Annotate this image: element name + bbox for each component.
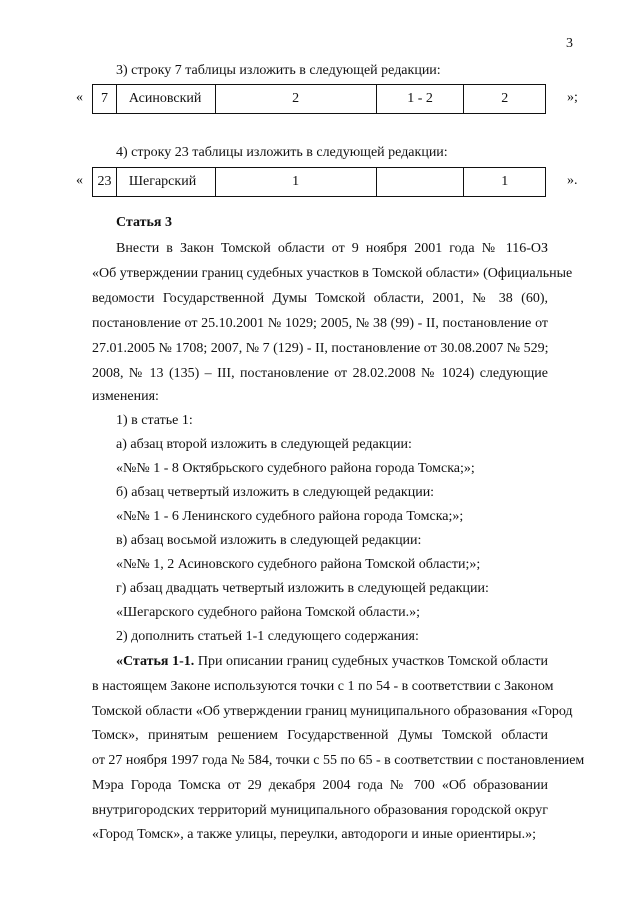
list-item: 2) дополнить статьей 1-1 следующего содержания:	[116, 629, 419, 644]
table	[92, 84, 546, 114]
article3-line: Внести в Закон Томской области от 9 ноября 2001 года № 116-ОЗ	[116, 241, 548, 256]
article11-line: Мэра Города Томска от 29 декабря 2004 года № 700 «Об образовании	[92, 778, 548, 793]
article3-line: ведомости Государственной Думы Томской области, 2001, № 38 (60),	[92, 291, 548, 306]
article11-first-line	[116, 653, 548, 671]
row-number: 23	[93, 168, 117, 196]
district-name: Шегарский	[117, 168, 216, 196]
table-row-23	[76, 167, 596, 197]
table-cell: 1	[501, 174, 509, 189]
list-item: «№№ 1 - 6 Ленинского судебного района города Томска;»;	[116, 509, 464, 524]
table-cell: 2	[501, 91, 509, 106]
table	[92, 167, 546, 197]
open-quote: «	[76, 173, 83, 188]
row-number: 7	[93, 85, 117, 113]
close-quote: »;	[567, 90, 578, 105]
table-cell: 1 - 2	[377, 85, 465, 113]
article3-heading: Статья 3	[116, 215, 172, 230]
list-item: б) абзац четвертый изложить в следующей редакции:	[116, 485, 435, 500]
article11-line: Томск», принятым решением Государственной Думы Томской области	[92, 728, 548, 743]
list-item: в) абзац восьмой изложить в следующей редакции:	[116, 533, 422, 548]
item3-intro: 3) строку 7 таблицы изложить в следующей редакции:	[116, 63, 441, 78]
list-item: «№№ 1, 2 Асиновского судебного района Томской области;»;	[116, 557, 481, 572]
article11-line: в настоящем Законе используются точки с 1 по 54 - в соответствии с Законом	[92, 679, 554, 694]
article11-line: от 27 ноября 1997 года № 584, точки с 55 по 65 - в соответствии с постановлением	[92, 753, 585, 768]
article11-line: Томской области «Об утверждении границ муниципального образования «Город	[92, 704, 573, 719]
article3-line: 2008, № 13 (135) – III, постановление от 28.02.2008 № 1024) следующие	[92, 366, 548, 381]
article3-line: изменения:	[92, 389, 159, 404]
article3-line: 27.01.2005 № 1708; 2007, № 7 (129) - II, постановление от 30.08.2007 № 529;	[92, 341, 549, 356]
table-cell	[377, 168, 465, 196]
item4-intro: 4) строку 23 таблицы изложить в следующей редакции:	[116, 145, 448, 160]
list-item: г) абзац двадцать четвертый изложить в следующей редакции:	[116, 581, 489, 596]
article11-text: При описании границ судебных участков Томской области	[194, 654, 548, 669]
article3-line: постановление от 25.10.2001 № 1029; 2005, № 38 (99) - II, постановление от	[92, 316, 548, 331]
table-cell: 2	[216, 85, 377, 113]
list-item: «Шегарского судебного района Томской области.»;	[116, 605, 420, 620]
open-quote: «	[116, 654, 123, 669]
table-cell: 1	[216, 168, 377, 196]
table-row-7	[76, 84, 596, 114]
list-item: 1) в статье 1:	[116, 413, 193, 428]
open-quote: «	[76, 90, 83, 105]
article3-line: «Об утверждении границ судебных участков в Томской области» (Официальные	[92, 266, 573, 281]
list-item: а) абзац второй изложить в следующей редакции:	[116, 437, 412, 452]
article11-line: «Город Томск», а также улицы, переулки, автодороги и иные ориентиры.»;	[92, 827, 536, 842]
article11-line: внутригородских территорий муниципального образования городской округ	[92, 803, 548, 818]
close-quote: ».	[567, 173, 578, 188]
page-number: 3	[566, 36, 573, 51]
article11-heading: Статья 1-1.	[123, 654, 195, 669]
list-item: «№№ 1 - 8 Октябрьского судебного района города Томска;»;	[116, 461, 475, 476]
district-name: Асиновский	[117, 85, 216, 113]
